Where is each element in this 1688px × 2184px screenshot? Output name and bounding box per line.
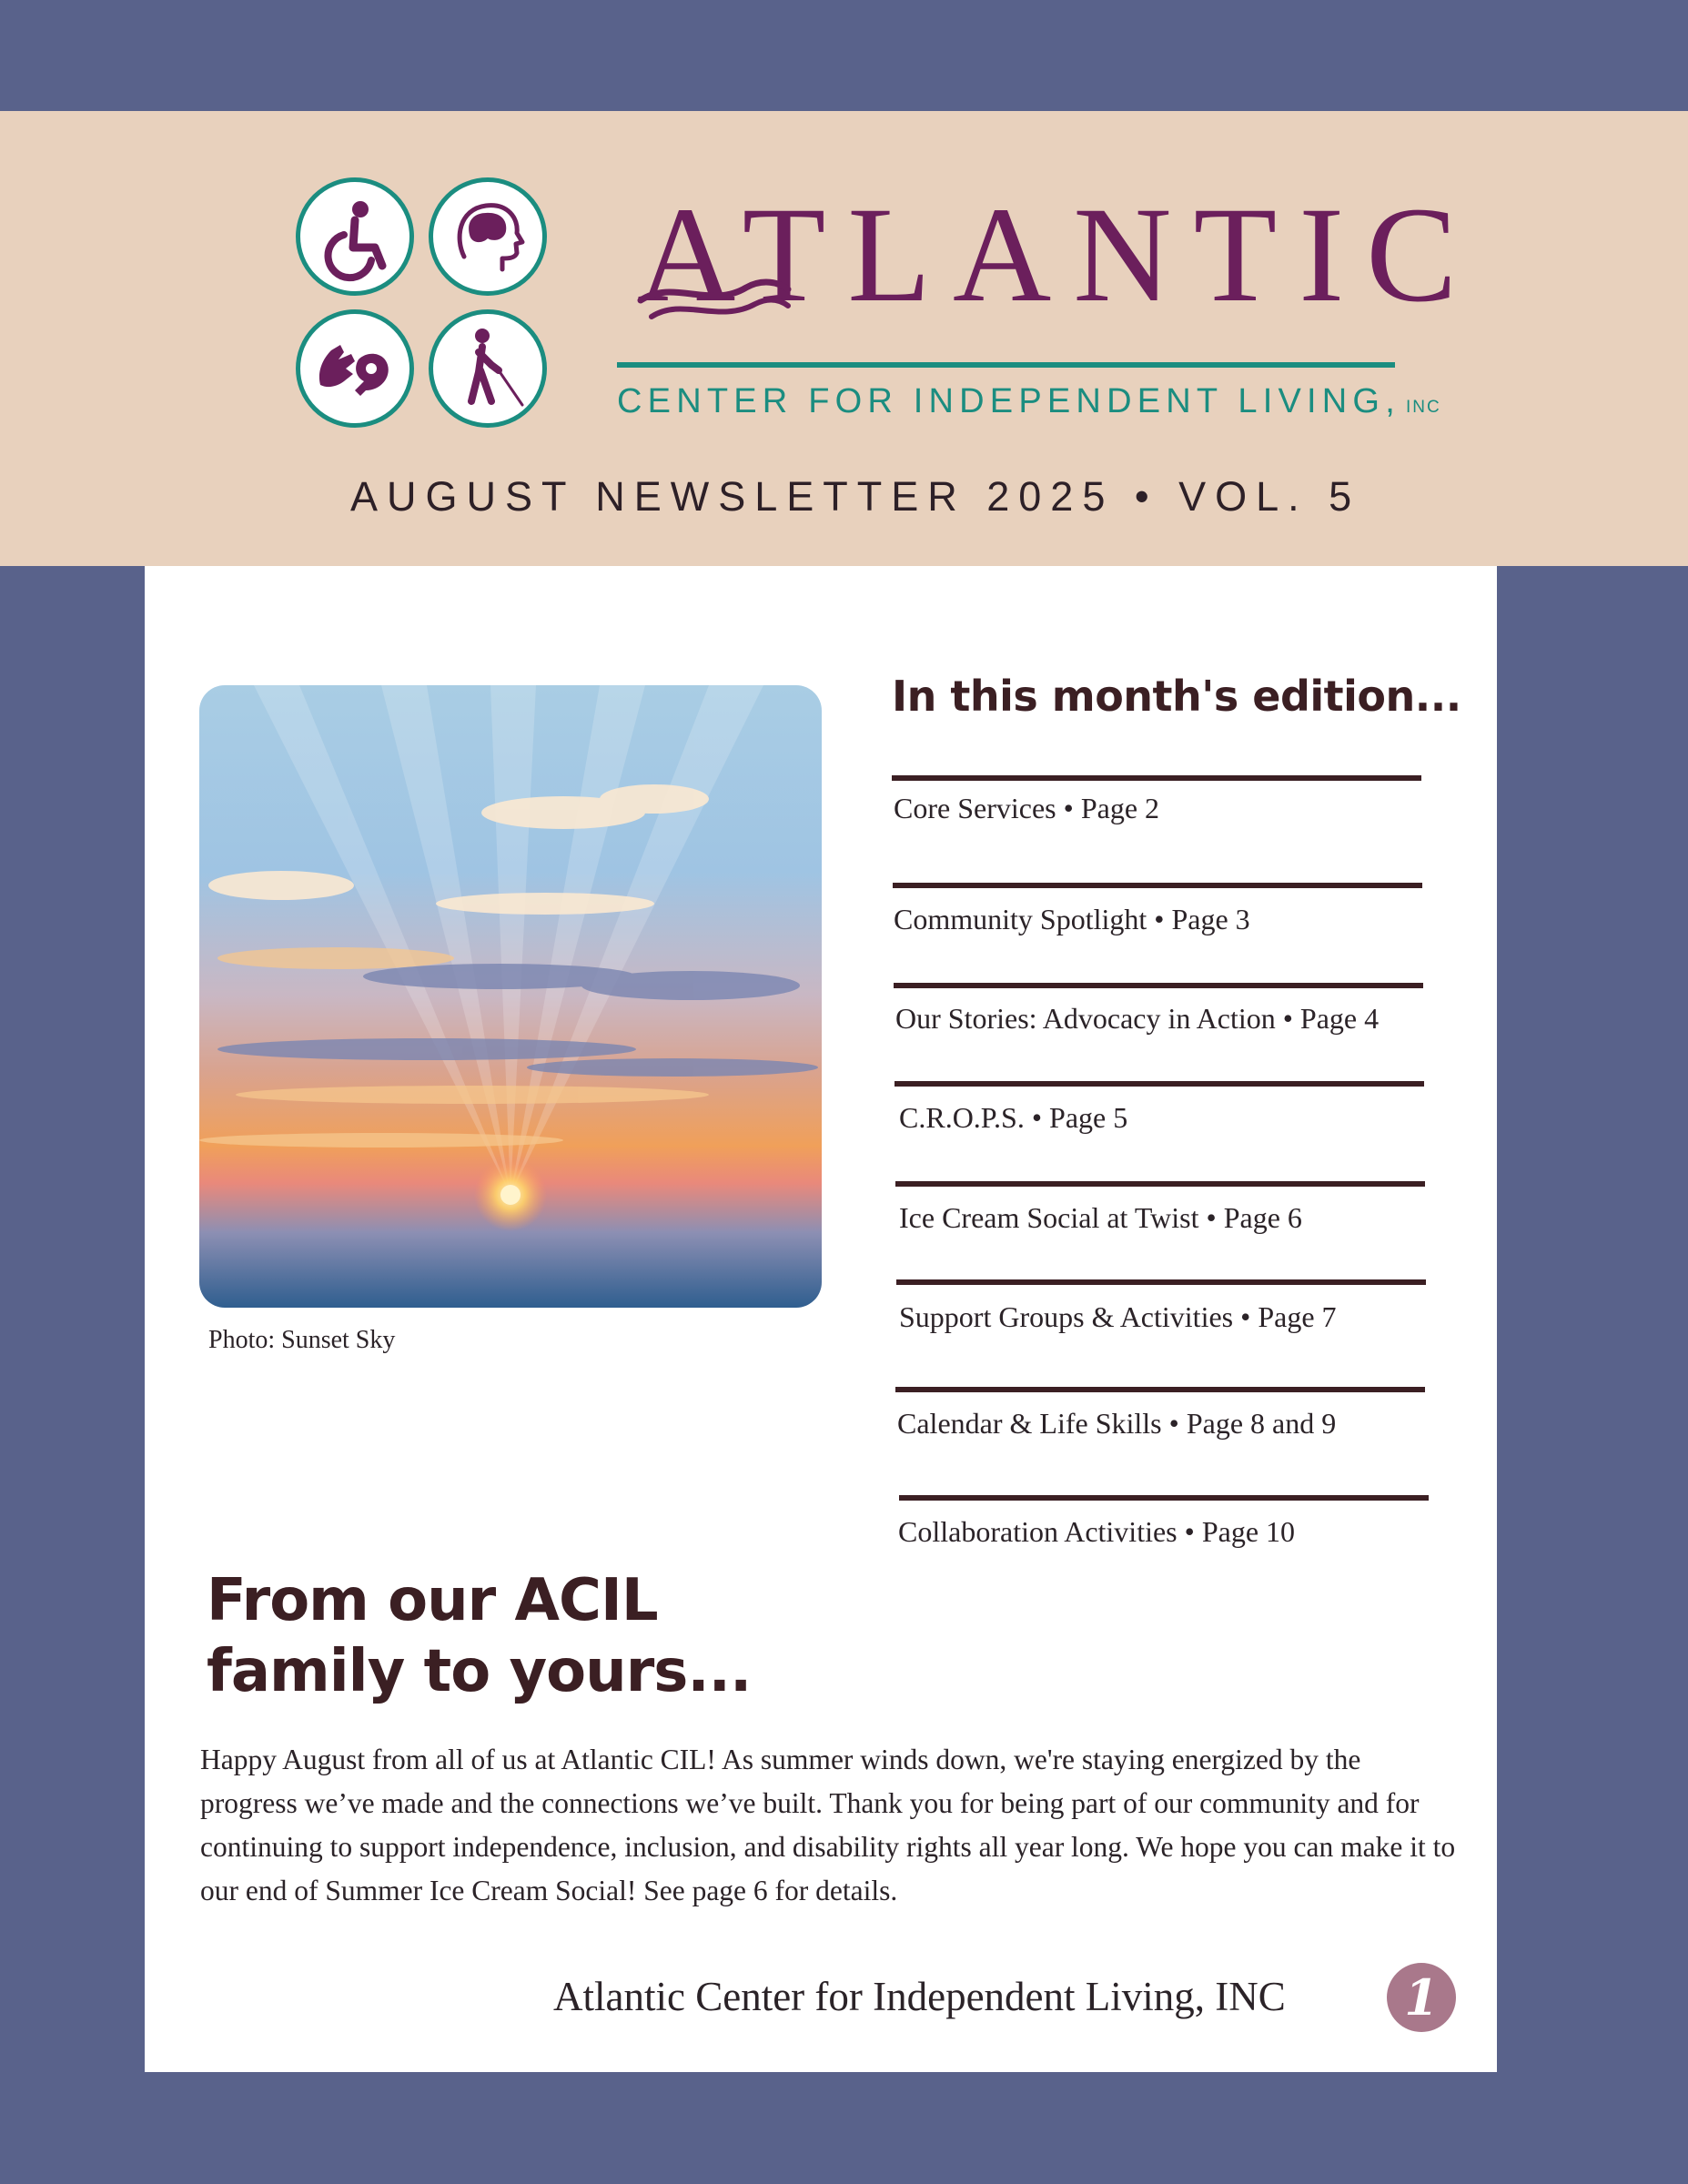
toc-divider: [893, 883, 1422, 888]
family-heading-line2: family to yours...: [207, 1638, 752, 1705]
footer-org-name: Atlantic Center for Independent Living, INC: [553, 1974, 1286, 2019]
wave-swoosh-icon: [637, 273, 792, 328]
toc-divider: [895, 1181, 1425, 1187]
toc-divider: [899, 1495, 1429, 1501]
sunset-photo: [199, 685, 822, 1308]
toc-item-collaboration[interactable]: Collaboration Activities • Page 10: [898, 1515, 1296, 1548]
toc-item-ice-cream-social[interactable]: Ice Cream Social at Twist • Page 6: [899, 1201, 1302, 1234]
toc-item-calendar[interactable]: Calendar & Life Skills • Page 8 and 9: [897, 1407, 1337, 1440]
toc-item-community-spotlight[interactable]: Community Spotlight • Page 3: [894, 903, 1250, 935]
toc-item-core-services[interactable]: Core Services • Page 2: [894, 792, 1160, 824]
brand-inc: INC: [1405, 398, 1441, 417]
brand-subtitle: CENTER FOR INDEPENDENT LIVING, INC: [617, 382, 1441, 420]
toc-item-our-stories[interactable]: Our Stories: Advocacy in Action • Page 4: [895, 1002, 1380, 1035]
toc-divider: [895, 1387, 1425, 1392]
toc-divider: [895, 1081, 1424, 1087]
brand-name: ATLANTIC: [637, 179, 1480, 330]
issue-line: AUGUST NEWSLETTER 2025 • VOL. 5: [350, 473, 1361, 520]
toc-divider: [894, 983, 1423, 988]
family-body-text: Happy August from all of us at Atlantic CIL! As summer winds down, we're staying energized by the progress we’ve made and the connections we’ve built. Thank you for being part of our community and for continuing to support independence, inclusion, and disability rights all year long. We hope you can make it to our end of Summer Ice Cream Social! See page 6 for details.: [200, 1744, 1456, 1906]
toc-divider: [892, 775, 1421, 781]
toc-divider: [896, 1279, 1426, 1285]
family-heading-line1: From our ACIL: [207, 1567, 658, 1634]
toc-item-support-groups[interactable]: Support Groups & Activities • Page 7: [899, 1300, 1337, 1333]
toc-item-crops[interactable]: C.R.O.P.S. • Page 5: [899, 1101, 1128, 1134]
toc-title: In this month's edition...: [892, 672, 1461, 721]
photo-caption: Photo: Sunset Sky: [208, 1326, 396, 1354]
page-number-badge: 1: [1387, 1963, 1456, 2032]
brand-divider: [617, 362, 1395, 368]
family-heading: [207, 1565, 844, 1707]
